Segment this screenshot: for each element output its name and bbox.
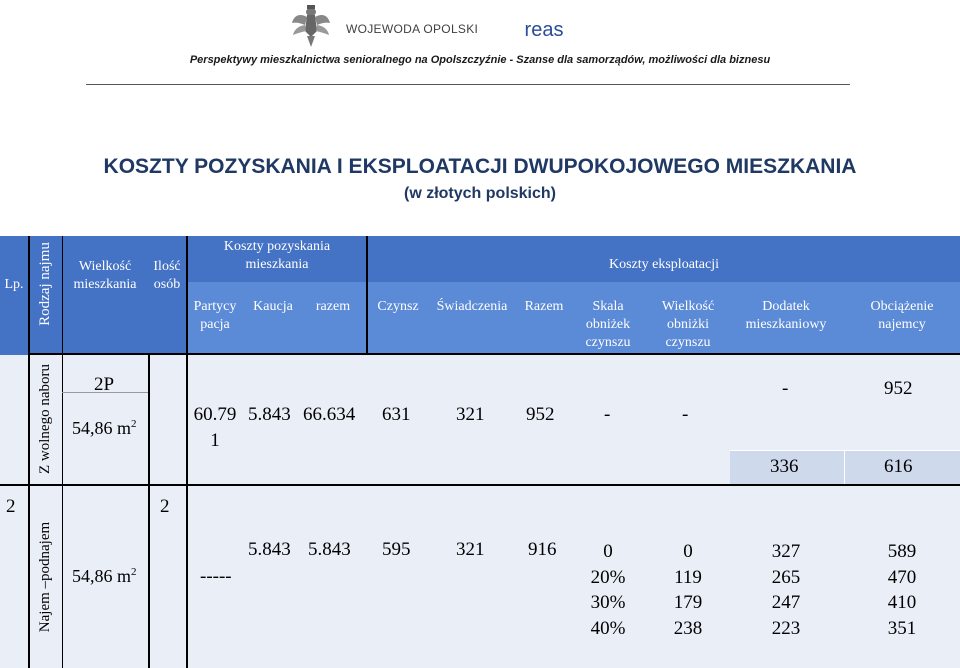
row1-wielkosc-obnizki: - — [682, 404, 689, 425]
list-item: 327 — [771, 541, 801, 562]
header-koszty-pozyskania: Koszty pozyskania mieszkania — [223, 239, 331, 272]
row2-dodatek — [750, 539, 822, 641]
separator — [844, 450, 845, 484]
wojewoda-label: WOJEWODA OPOLSKI — [346, 22, 479, 36]
row1-razem: 952 — [526, 404, 555, 425]
row2-kaucja: 5.843 — [248, 539, 291, 560]
page-title: KOSZTY POZYSKANIA I EKSPLOATACJI DWUPOKOJOWEGO MIESZKANIA — [103, 155, 857, 178]
separator — [28, 236, 30, 668]
row1-obciazenie-a: 952 — [884, 378, 913, 399]
list-item: 238 — [673, 617, 703, 639]
header-czynsz: Czynsz — [377, 299, 419, 314]
header-wielkosc-obnizki: Wielkość obniżki czynszu — [661, 299, 715, 350]
row1-dodatek-lower-bg — [730, 450, 960, 484]
row2-rodzaj: Najem –podnajem — [37, 521, 53, 633]
row1-wielkosc: 54,86 $m^2$ — [72, 418, 137, 438]
list-item: 179 — [673, 592, 703, 613]
header-skala: Skala obniżek czynszu — [585, 299, 631, 350]
row1-swiadczenia: 321 — [456, 404, 485, 425]
header-razem: Razem — [524, 299, 564, 314]
page-header — [0, 0, 960, 90]
separator — [366, 236, 368, 355]
list-item: 223 — [771, 617, 801, 639]
list-item: 247 — [771, 592, 801, 613]
row1-partycypacja: 60.79 1 — [193, 404, 237, 451]
separator — [148, 355, 150, 668]
row2-swiadczenia: 321 — [456, 539, 485, 560]
separator — [730, 450, 960, 451]
row2-skala — [574, 539, 642, 641]
row1-typ: 2P — [94, 374, 115, 395]
header-razem-pozyskania: razem — [315, 299, 351, 314]
row2-body-bg — [62, 486, 960, 668]
row1-rodzaj: Z wolnego naboru — [37, 364, 53, 474]
row1-dodatek-a: - — [782, 378, 789, 399]
header-obciazenie: Obciążenie najemcy — [870, 299, 934, 332]
header-swiadczenia: Świadczenia — [436, 299, 508, 314]
list-item: 589 — [887, 541, 917, 562]
row1-upper-bg — [730, 355, 960, 450]
row2-wielkosc-obnizki — [650, 539, 726, 641]
row1-kaucja: 5.843 — [248, 404, 291, 425]
row2-obciazenie — [866, 539, 938, 641]
row2-wielkosc: 54,86 $m^2$ — [72, 566, 137, 586]
project-subtitle: Perspektywy mieszkalnictwa senioralnego na Opolszczyźnie - Szanse dla samorządów, możliwości dla biznesu — [189, 54, 771, 66]
separator — [62, 236, 63, 668]
list-item: 20% — [590, 566, 626, 588]
row1-obciazenie-b: 616 — [884, 456, 913, 477]
separator — [28, 353, 960, 355]
list-item: 119 — [674, 566, 702, 588]
row1-skala: - — [604, 404, 611, 425]
separator — [0, 484, 960, 486]
svg-text:reas: reas — [524, 20, 564, 40]
header-partycypacja: Partycy pacja — [193, 299, 237, 332]
eagle-emblem-icon — [290, 3, 332, 49]
header-wielkosc: Wielkość mieszkania — [73, 259, 137, 292]
lp-value: 2 — [6, 496, 16, 517]
row1-czynsz: 631 — [382, 404, 411, 425]
header-lp: Lp. — [4, 277, 24, 292]
reas-logo — [508, 20, 580, 40]
list-item: 40% — [590, 617, 626, 639]
header-koszty-eksploatacji: Koszty eksploatacji — [608, 257, 720, 272]
list-item: 0 — [683, 541, 693, 562]
header-kaucja: Kaucja — [253, 299, 293, 314]
list-item: 410 — [887, 592, 917, 613]
row2-czynsz: 595 — [382, 539, 411, 560]
list-item: 470 — [887, 566, 917, 588]
header-divider — [86, 84, 850, 85]
cost-table — [0, 236, 960, 668]
row2-partycypacja: ----- — [200, 566, 232, 587]
list-item: 351 — [887, 617, 917, 639]
list-item: 0 — [603, 541, 613, 562]
header-ilosc: Ilość osób — [153, 259, 181, 292]
row1-dodatek-b: 336 — [770, 456, 799, 477]
row2-razem: 916 — [528, 539, 557, 560]
header-dodatek: Dodatek mieszkaniowy — [745, 299, 827, 332]
header-rodzaj: Rodzaj najmu — [37, 242, 53, 326]
page-subtitle: (w złotych polskich) — [403, 185, 556, 202]
row2-razem-pozyskania: 5.843 — [308, 539, 351, 560]
list-item: 265 — [771, 566, 801, 588]
list-item: 30% — [590, 592, 626, 613]
row1-razem-pozyskania: 66.634 — [303, 404, 356, 425]
ilosc-osob-value: 2 — [160, 496, 170, 517]
